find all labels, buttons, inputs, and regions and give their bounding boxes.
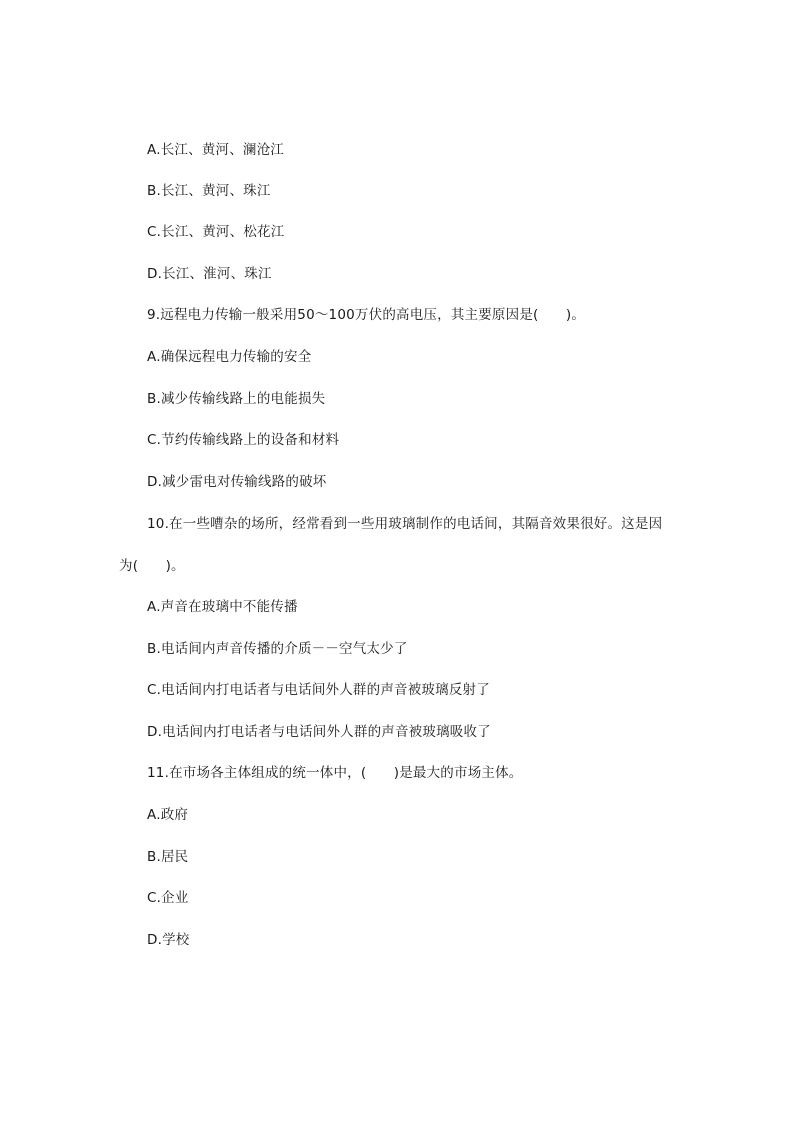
q11-option-b: B.居民	[147, 849, 189, 865]
q8-option-c: C.长江、黄河、松花江	[147, 224, 285, 240]
q10-option-a: A.声音在玻璃中不能传播	[147, 599, 298, 615]
q10-question-line2: 为( )。	[119, 558, 185, 574]
q8-option-a: A.长江、黄河、澜沧江	[147, 142, 284, 158]
q9-option-a: A.确保远程电力传输的安全	[147, 349, 312, 365]
q11-question: 11.在市场各主体组成的统一体中，( )是最大的市场主体。	[147, 765, 523, 781]
q9-option-c: C.节约传输线路上的设备和材料	[147, 432, 340, 448]
q10-option-c: C.电话间内打电话者与电话间外人群的声音被玻璃反射了	[147, 682, 490, 698]
q11-option-c: C.企业	[147, 890, 189, 906]
q10-option-d: D.电话间内打电话者与电话间外人群的声音被玻璃吸收了	[147, 724, 491, 740]
q8-option-d: D.长江、淮河、珠江	[147, 266, 272, 282]
q8-option-b: B.长江、黄河、珠江	[147, 183, 271, 199]
q10-option-b: B.电话间内声音传播的介质－－空气太少了	[147, 641, 408, 657]
q11-option-d: D.学校	[147, 932, 190, 948]
q9-option-d: D.减少雷电对传输线路的破坏	[147, 474, 327, 490]
q9-option-b: B.减少传输线路上的电能损失	[147, 391, 326, 407]
q11-option-a: A.政府	[147, 807, 189, 823]
q10-question-line1: 10.在一些嘈杂的场所，经常看到一些用玻璃制作的电话间，其隔音效果很好。这是因	[147, 516, 663, 532]
q9-question: 9.远程电力传输一般采用50～100万伏的高电压，其主要原因是( )。	[147, 307, 586, 323]
